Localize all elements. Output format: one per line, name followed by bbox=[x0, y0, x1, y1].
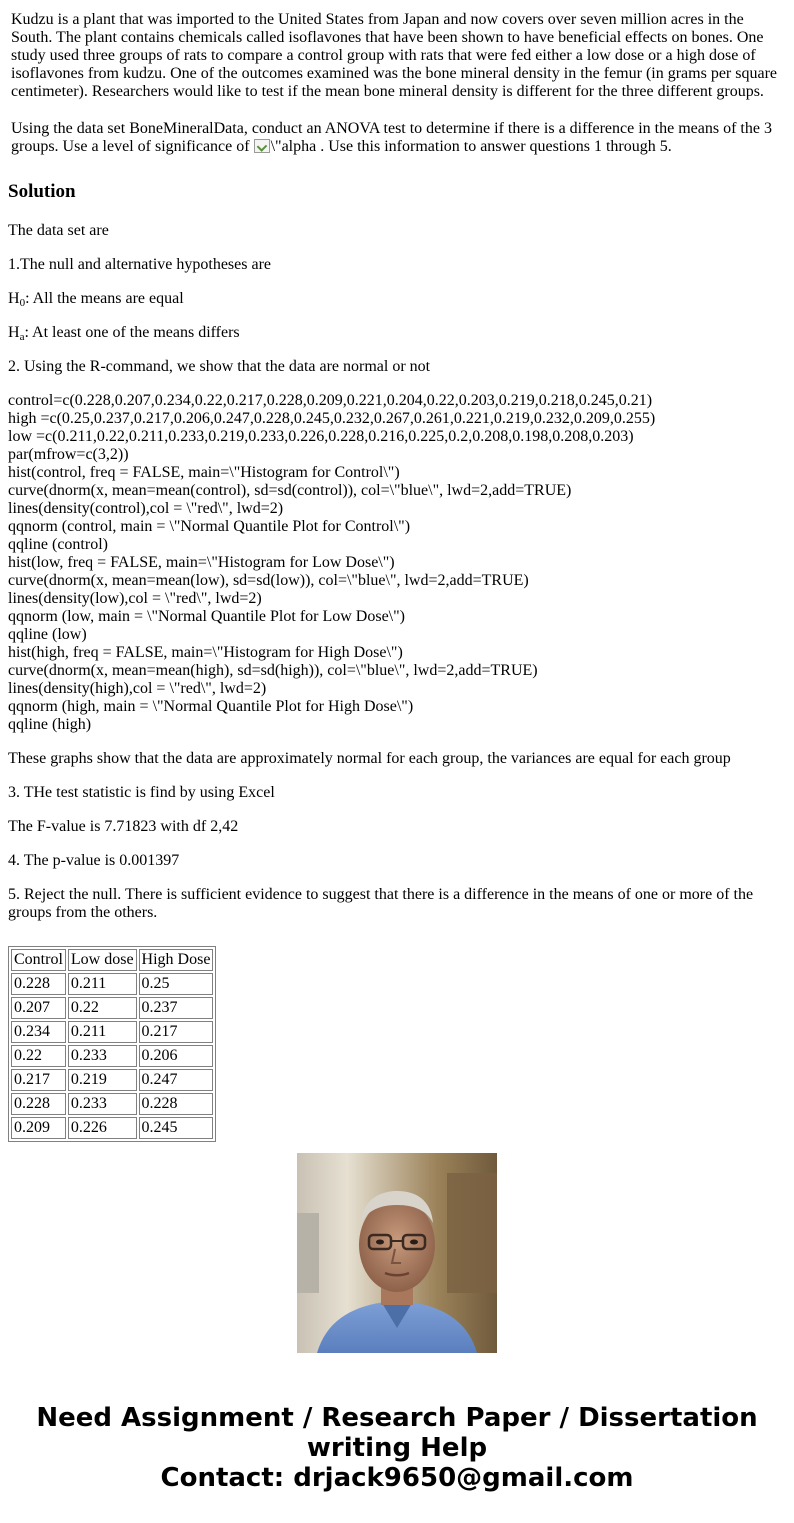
table-row bbox=[11, 997, 213, 1019]
null-hypothesis bbox=[8, 290, 784, 308]
r-code-line: qqnorm (control, main = \"Normal Quantile Plot for Control\") bbox=[8, 518, 411, 535]
table-cell: 0.226 bbox=[68, 1117, 137, 1139]
r-code-line: par(mfrow=c(3,2)) bbox=[8, 446, 129, 463]
r-code-line: high =c(0.25,0.237,0.217,0.206,0.247,0.228,0.245,0.232,0.267,0.261,0.221,0.219,0.232,0.209,0.255) bbox=[8, 410, 656, 427]
question-1-answer: 1.The null and alternative hypotheses are bbox=[8, 256, 272, 273]
r-code-line: hist(control, freq = FALSE, main=\"Histogram for Control\") bbox=[8, 464, 400, 481]
question-block bbox=[11, 11, 783, 175]
table-cell: 0.217 bbox=[11, 1069, 66, 1091]
r-code-line: qqnorm (high, main = \"Normal Quantile Plot for High Dose\") bbox=[8, 698, 414, 715]
table-cell: 0.22 bbox=[68, 997, 137, 1019]
table-cell: 0.237 bbox=[139, 997, 214, 1019]
question-paragraph-1: Kudzu is a plant that was imported to the United States from Japan and now covers over seven million acres in the South. The plant contains chemicals called isoflavones that have been shown to have beneficial effects on bones. One study used three groups of rats to compare a control group with rats that were fed either a low dose or a high dose of isoflavones from kudzu. One of the outcomes examined was the bone mineral density in the femur (in grams per square centimeter). Researchers would like to test if the mean bone mineral density is different for the three different groups. bbox=[11, 11, 777, 100]
r-code-line: qqline (low) bbox=[8, 626, 87, 643]
table-header-cell: Low dose bbox=[68, 949, 137, 971]
table-cell: 0.233 bbox=[68, 1045, 137, 1067]
question-paragraph-2-start: Using the data set BoneMineralData, conduct an ANOVA test to determine if there is a difference in the means of the 3 groups. Use a level of significance of bbox=[11, 120, 772, 155]
f-value-text: The F-value is 7.71823 with df 2,42 bbox=[8, 818, 239, 835]
alternative-hypothesis-text: : At least one of the means differs bbox=[24, 324, 240, 341]
table-cell: 0.209 bbox=[11, 1117, 66, 1139]
null-hypothesis-text: : All the means are equal bbox=[25, 290, 184, 307]
table-row bbox=[11, 1069, 213, 1091]
table-row bbox=[11, 1045, 213, 1067]
r-code-line: curve(dnorm(x, mean=mean(control), sd=sd(control)), col=\"blue\", lwd=2,add=TRUE) bbox=[8, 482, 572, 499]
contact-email[interactable]: Contact: drjack9650@gmail.com bbox=[160, 1463, 634, 1493]
contact-banner-line-2: writing Help bbox=[306, 1433, 488, 1463]
question-3-answer: 3. THe test statistic is find by using Excel bbox=[8, 784, 275, 801]
table-cell: 0.211 bbox=[68, 1021, 137, 1043]
table-cell: 0.217 bbox=[139, 1021, 214, 1043]
table-cell: 0.219 bbox=[68, 1069, 137, 1091]
table-row bbox=[11, 1117, 213, 1139]
question-4-answer: 4. The p-value is 0.001397 bbox=[8, 852, 180, 869]
author-photo-image bbox=[297, 1153, 497, 1353]
r-code-line: curve(dnorm(x, mean=mean(high), sd=sd(high)), col=\"blue\", lwd=2,add=TRUE) bbox=[8, 662, 538, 679]
question-paragraph-2-end: . Use this information to answer questions 1 through 5. bbox=[316, 138, 672, 155]
r-code-line: hist(low, freq = FALSE, main=\"Histogram for Low Dose\") bbox=[8, 554, 395, 571]
table-cell: 0.211 bbox=[68, 973, 137, 995]
solution-heading: Solution bbox=[8, 181, 76, 202]
r-code-block bbox=[8, 392, 784, 734]
question-5-answer: 5. Reject the null. There is sufficient evidence to suggest that there is a difference in the means of one or more of the groups from the others. bbox=[8, 886, 754, 921]
table-cell: 0.25 bbox=[139, 973, 214, 995]
table-header-row bbox=[11, 949, 213, 971]
r-code-line: qqline (control) bbox=[8, 536, 108, 553]
broken-image-icon bbox=[254, 139, 270, 153]
solution-block bbox=[8, 181, 784, 938]
r-code-line: qqnorm (low, main = \"Normal Quantile Plot for Low Dose\") bbox=[8, 608, 405, 625]
author-avatar bbox=[297, 1153, 497, 1353]
alternative-hypothesis bbox=[8, 324, 784, 342]
r-code-line: lines(density(low),col = \"red\", lwd=2) bbox=[8, 590, 262, 607]
null-hypothesis-subscript: 0 bbox=[19, 297, 26, 309]
table-cell: 0.207 bbox=[11, 997, 66, 1019]
data-table bbox=[8, 946, 216, 1142]
r-code-line: hist(high, freq = FALSE, main=\"Histogram for High Dose\") bbox=[8, 644, 403, 661]
data-table-container bbox=[8, 946, 216, 1136]
table-header-cell: Control bbox=[11, 949, 66, 971]
table-cell: 0.206 bbox=[139, 1045, 214, 1067]
table-body bbox=[11, 973, 213, 1139]
r-code-line: lines(density(high),col = \"red\", lwd=2) bbox=[8, 680, 267, 697]
table-cell: 0.228 bbox=[139, 1093, 214, 1115]
question-paragraph-2 bbox=[11, 120, 783, 156]
contact-banner-line-1: Need Assignment / Research Paper / Dissertation bbox=[36, 1403, 758, 1433]
table-cell: 0.22 bbox=[11, 1045, 66, 1067]
alternative-hypothesis-subscript: a bbox=[19, 331, 25, 343]
alpha-image-alt: \"alpha bbox=[270, 138, 317, 155]
table-cell: 0.233 bbox=[68, 1093, 137, 1115]
table-row bbox=[11, 1093, 213, 1115]
table-cell: 0.245 bbox=[139, 1117, 214, 1139]
r-code-line: low =c(0.211,0.22,0.211,0.233,0.219,0.233,0.226,0.228,0.216,0.225,0.2,0.208,0.198,0.208,0.203) bbox=[8, 428, 634, 445]
table-header-cell: High Dose bbox=[139, 949, 214, 971]
table-row bbox=[11, 1021, 213, 1043]
graphs-note: These graphs show that the data are approximately normal for each group, the variances are equal for each group bbox=[8, 750, 731, 767]
table-row bbox=[11, 973, 213, 995]
r-code-line: curve(dnorm(x, mean=mean(low), sd=sd(low)), col=\"blue\", lwd=2,add=TRUE) bbox=[8, 572, 529, 589]
question-2-answer: 2. Using the R-command, we show that the data are normal or not bbox=[8, 358, 431, 375]
table-cell: 0.228 bbox=[11, 1093, 66, 1115]
table-cell: 0.234 bbox=[11, 1021, 66, 1043]
r-code-line: qqline (high) bbox=[8, 716, 92, 733]
table-cell: 0.247 bbox=[139, 1069, 214, 1091]
null-hypothesis-symbol: H bbox=[8, 290, 20, 307]
alternative-hypothesis-symbol: H bbox=[8, 324, 20, 341]
solution-intro: The data set are bbox=[8, 222, 109, 239]
r-code-line: lines(density(control),col = \"red\", lwd=2) bbox=[8, 500, 284, 517]
contact-banner bbox=[0, 1403, 794, 1493]
r-code-line: control=c(0.228,0.207,0.234,0.22,0.217,0.228,0.209,0.221,0.204,0.22,0.203,0.219,0.218,0.245,0.21) bbox=[8, 392, 653, 409]
table-cell: 0.228 bbox=[11, 973, 66, 995]
